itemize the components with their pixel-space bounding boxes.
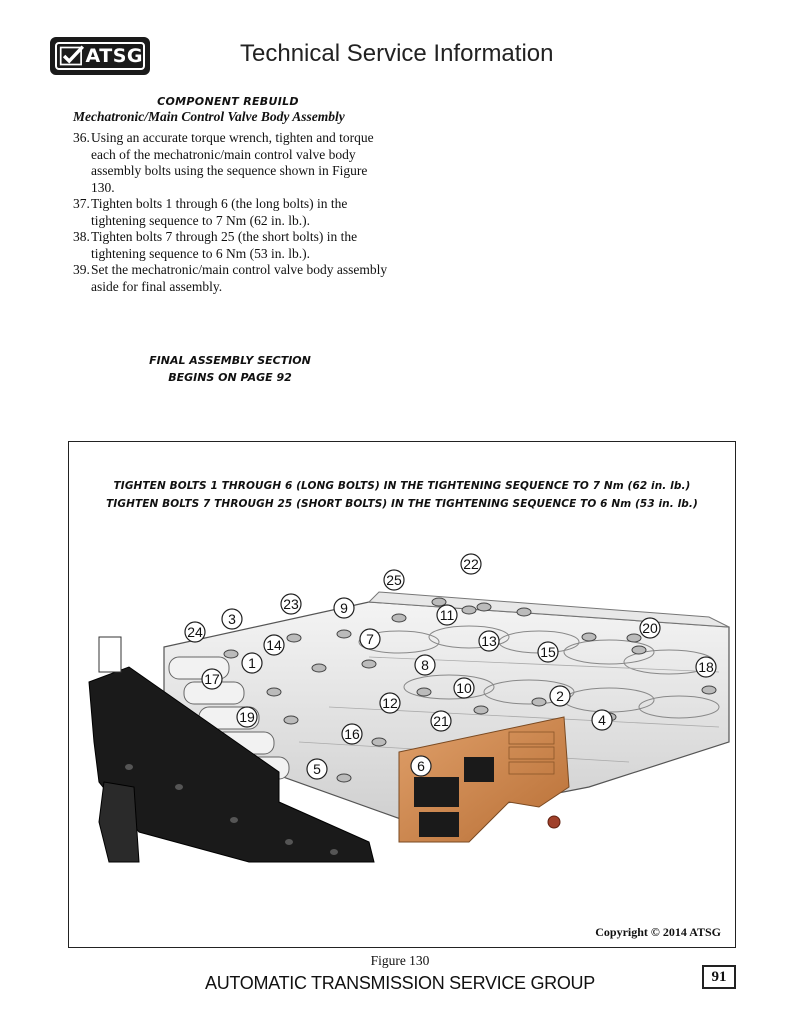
callout-16	[342, 724, 362, 744]
step-number: 38.	[73, 229, 90, 244]
svg-text:19: 19	[239, 709, 255, 725]
step-item	[73, 130, 388, 196]
svg-text:25: 25	[386, 572, 402, 588]
callout-14	[264, 635, 284, 655]
svg-text:3: 3	[228, 611, 236, 627]
final-note-line1: FINAL ASSEMBLY SECTION	[149, 354, 311, 367]
final-assembly-note	[120, 352, 340, 386]
page-title: Technical Service Information	[240, 40, 554, 67]
step-item	[73, 229, 388, 262]
callout-8	[415, 655, 435, 675]
svg-text:11: 11	[439, 607, 455, 623]
step-number: 36.	[73, 130, 90, 145]
callout-20	[640, 618, 660, 638]
callout-21	[431, 711, 451, 731]
svg-text:1: 1	[248, 655, 256, 671]
svg-text:22: 22	[463, 556, 479, 572]
callout-1	[242, 653, 262, 673]
svg-text:4: 4	[598, 712, 606, 728]
callout-24	[185, 622, 205, 642]
svg-text:24: 24	[187, 624, 203, 640]
svg-text:5: 5	[313, 761, 321, 777]
callout-9	[334, 598, 354, 618]
step-item	[73, 196, 388, 229]
svg-text:18: 18	[698, 659, 714, 675]
callout-13	[479, 631, 499, 651]
svg-text:23: 23	[283, 596, 299, 612]
step-number: 37.	[73, 196, 90, 211]
figure-caption-line2: TIGHTEN BOLTS 7 THROUGH 25 (SHORT BOLTS) IN THE TIGHTENING SEQUENCE TO 6 Nm (53 in. lb.)	[106, 498, 698, 510]
callout-4	[592, 710, 612, 730]
callout-7	[360, 629, 380, 649]
figure-label: Figure 130	[370, 953, 430, 968]
svg-text:7: 7	[366, 631, 374, 647]
logo-text: ATSG	[85, 45, 143, 67]
callout-17	[202, 669, 222, 689]
callout-18	[696, 657, 716, 677]
section-heading: COMPONENT REBUILD	[157, 95, 299, 108]
callout-22	[461, 554, 481, 574]
svg-text:2: 2	[556, 688, 564, 704]
svg-text:9: 9	[340, 600, 348, 616]
final-note-line2: BEGINS ON PAGE 92	[168, 371, 292, 384]
footer-text: AUTOMATIC TRANSMISSION SERVICE GROUP	[205, 973, 595, 993]
page-number: 91	[702, 965, 736, 989]
callout-3	[222, 609, 242, 629]
callout-19	[237, 707, 257, 727]
atsg-logo	[50, 37, 150, 75]
step-text: Using an accurate torque wrench, tighten and torque each of the mechatronic/main control valve body assembly bolts using the sequence shown in Figure 130.	[91, 130, 374, 195]
step-text: Tighten bolts 7 through 25 (the short bolts) in the tightening sequence to 6 Nm (53 in. lb.).	[91, 229, 358, 261]
step-item	[73, 262, 388, 295]
copyright-notice: Copyright © 2014 ATSG	[595, 925, 721, 939]
callout-10	[454, 678, 474, 698]
svg-text:8: 8	[421, 657, 429, 673]
svg-text:6: 6	[417, 758, 425, 774]
svg-text:10: 10	[456, 680, 472, 696]
section-subtitle: Mechatronic/Main Control Valve Body Assembly	[73, 109, 345, 124]
svg-text:17: 17	[204, 671, 220, 687]
callout-25	[384, 570, 404, 590]
figure-130-box	[68, 441, 736, 948]
callout-6	[411, 756, 431, 776]
svg-text:13: 13	[481, 633, 497, 649]
step-text: Tighten bolts 1 through 6 (the long bolts) in the tightening sequence to 7 Nm (62 in. lb.).	[91, 196, 348, 228]
svg-text:14: 14	[266, 637, 282, 653]
callout-11	[437, 605, 457, 625]
figure-caption-line1: TIGHTEN BOLTS 1 THROUGH 6 (LONG BOLTS) IN THE TIGHTENING SEQUENCE TO 7 Nm (62 in. lb.)	[113, 480, 691, 492]
callout-15	[538, 642, 558, 662]
svg-text:15: 15	[540, 644, 556, 660]
checkmark-icon	[59, 43, 85, 69]
step-text: Set the mechatronic/main control valve body assembly aside for final assembly.	[91, 262, 388, 294]
procedure-steps	[73, 130, 388, 295]
svg-text:16: 16	[344, 726, 360, 742]
callout-2	[550, 686, 570, 706]
svg-text:21: 21	[433, 713, 449, 729]
step-number: 39.	[73, 262, 90, 277]
callout-5	[307, 759, 327, 779]
callout-23	[281, 594, 301, 614]
svg-text:20: 20	[642, 620, 658, 636]
valve-body-illustration	[69, 442, 734, 946]
svg-text:12: 12	[382, 695, 398, 711]
callout-12	[380, 693, 400, 713]
